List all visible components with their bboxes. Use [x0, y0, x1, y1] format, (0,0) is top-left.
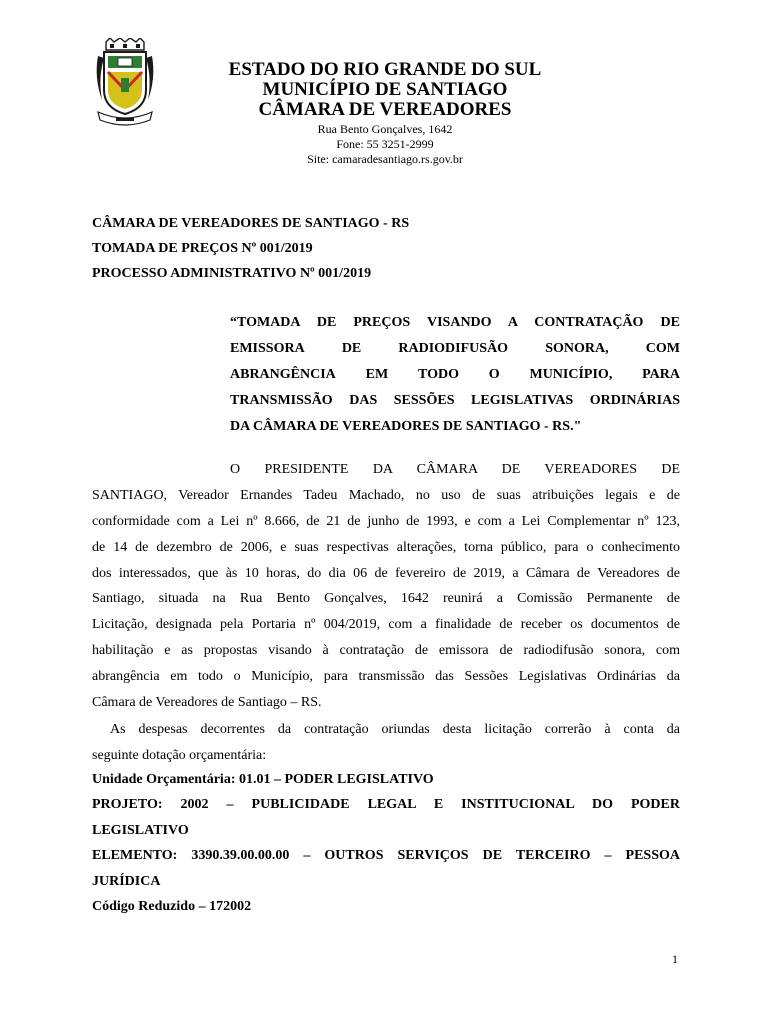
- paragraph-line: dos interessados, que às 10 horas, do dia 06 de fevereiro de 2019, a Câmara de Vereadores de: [92, 565, 680, 581]
- budget-code: Código Reduzido – 172002: [92, 898, 252, 914]
- letterhead-state: ESTADO DO RIO GRANDE DO SUL: [228, 59, 542, 80]
- paragraph-line: de 14 de dezembro de 2006, e suas respectivas alterações, torna público, para o conhecimento: [92, 539, 680, 555]
- heading-tender: TOMADA DE PREÇOS Nº 001/2019: [92, 241, 313, 256]
- object-word: EMISSORA: [230, 341, 305, 356]
- paragraph-line: SANTIAGO, Vereador Ernandes Tadeu Machado, no uso de suas atribuições legais e de: [92, 487, 680, 503]
- object-line-2: [230, 336, 680, 362]
- paragraph-line: Santiago, situada na Rua Bento Gonçalves, 1642 reunirá a Comissão Permanente de: [92, 591, 680, 607]
- object-line-5: DA CÂMARA DE VEREADORES DE SANTIAGO - RS.": [230, 419, 582, 434]
- budget-unit: Unidade Orçamentária: 01.01 – PODER LEGISLATIVO: [92, 772, 434, 787]
- paragraph-line: O PRESIDENTE DA CÂMARA DE VEREADORES DE: [230, 462, 680, 477]
- object-word: MUNICÍPIO,: [529, 367, 613, 382]
- coat-of-arms-icon: [94, 38, 156, 128]
- object-word: ABRANGÊNCIA: [230, 367, 336, 382]
- paragraph-line: conformidade com a Lei nº 8.666, de 21 de junho de 1993, e com a Lei Complementar nº 123,: [92, 513, 680, 529]
- paragraph-line: Câmara de Vereadores de Santiago – RS.: [92, 695, 322, 711]
- budget-allocation: [92, 767, 680, 919]
- object-line-1: [230, 310, 680, 336]
- object-line-3: [230, 362, 680, 388]
- budget-element-cont: JURÍDICA: [92, 873, 161, 889]
- object-word: O: [488, 367, 500, 382]
- object-word: COM: [645, 341, 680, 356]
- document-headings: [92, 211, 682, 286]
- object-word: EM: [365, 367, 389, 382]
- budget-element: ELEMENTO: 3390.39.00.00.00 – OUTROS SERVIÇOS DE TERCEIRO – PESSOA: [92, 848, 680, 864]
- object-word: SONORA,: [545, 341, 609, 356]
- object-line-text: “TOMADA DE PREÇOS VISANDO A CONTRATAÇÃO DE: [230, 315, 680, 330]
- paragraph-line: As despesas decorrentes da contratação oriundas desta licitação correrão à conta da: [110, 722, 680, 737]
- budget-project: PROJETO: 2002 – PUBLICIDADE LEGAL E INSTITUCIONAL DO PODER: [92, 797, 680, 813]
- object-line-text: TRANSMISSÃO DAS SESSÕES LEGISLATIVAS ORDINÁRIAS: [230, 393, 680, 408]
- tender-object: [230, 310, 680, 440]
- object-word: RADIODIFUSÃO: [398, 341, 509, 356]
- heading-chamber: CÂMARA DE VEREADORES DE SANTIAGO - RS: [92, 216, 410, 231]
- object-word: TODO: [417, 367, 459, 382]
- object-word: PARA: [642, 367, 680, 382]
- object-line-4: [230, 388, 680, 414]
- object-word: DE: [341, 341, 362, 356]
- letterhead-site: Site: camaradesantiago.rs.gov.br: [307, 152, 463, 166]
- letterhead: [160, 60, 610, 167]
- paragraph-expenses: [92, 717, 680, 769]
- heading-process: PROCESSO ADMINISTRATIVO Nº 001/2019: [92, 266, 372, 281]
- letterhead-chamber: CÂMARA DE VEREADORES: [258, 99, 512, 120]
- page-number: 1: [672, 952, 678, 966]
- paragraph-line: Licitação, designada pela Portaria nº 004/2019, com a finalidade de receber os documentos de: [92, 617, 680, 633]
- paragraph-line: habilitação e as propostas visando à contratação de emissora de radiodifusão sonora, com: [92, 643, 680, 659]
- budget-project-cont: LEGISLATIVO: [92, 822, 189, 838]
- letterhead-address: Rua Bento Gonçalves, 1642: [317, 122, 453, 136]
- paragraph-line: seguinte dotação orçamentária:: [92, 747, 267, 763]
- paragraph-line: abrangência em todo o Município, para transmissão das Sessões Legislativas Ordinárias da: [92, 669, 680, 685]
- paragraph-notice: [92, 457, 680, 716]
- letterhead-phone: Fone: 55 3251-2999: [336, 137, 434, 151]
- letterhead-municipality: MUNICÍPIO DE SANTIAGO: [262, 79, 508, 100]
